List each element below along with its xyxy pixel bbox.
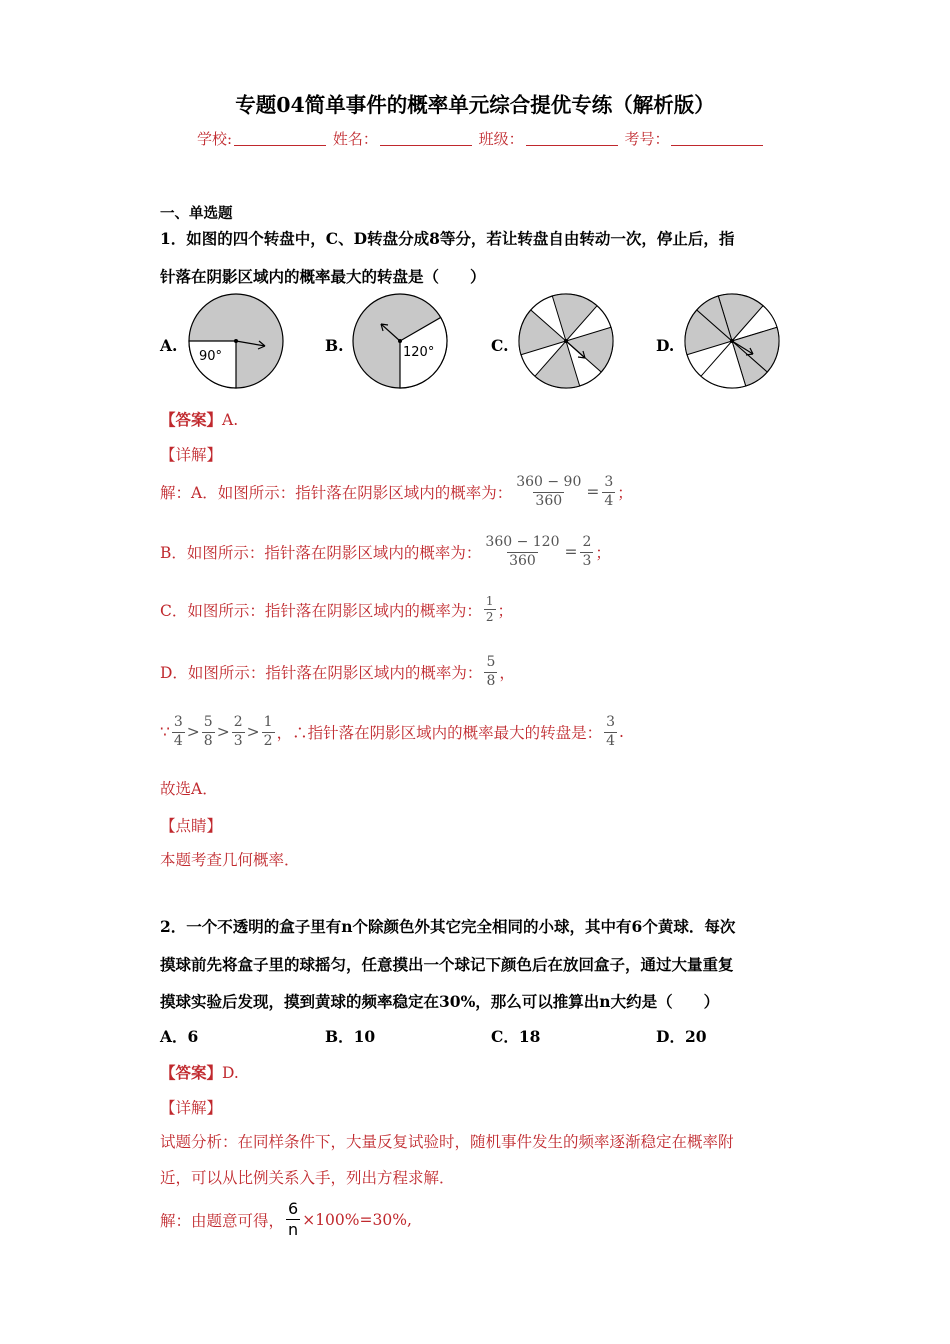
student-info-line — [197, 128, 765, 149]
q1-sol-a-text: 解：A．如图所示：指针落在阴影区域内的概率为： — [160, 484, 513, 502]
q1-sol-b-text: B．如图所示：指针落在阴影区域内的概率为： — [160, 544, 482, 562]
q2-sol-text: 解：由题意可得， — [160, 1211, 285, 1230]
q1-choose: 故选A． — [160, 780, 218, 798]
q1-sol-b-frac2: $\frac{2}{3}$ — [582, 534, 592, 569]
q2-detail-tag: 【详解】 — [160, 1099, 223, 1117]
q1-point-text: 本题考查几何概率． — [160, 851, 300, 869]
name-label: 姓名： — [332, 130, 378, 148]
exam-no-blank — [671, 131, 763, 146]
q2-solution — [160, 1199, 412, 1240]
school-blank — [234, 131, 326, 146]
q1-option-c-label: C. — [491, 336, 509, 355]
q1-wheel-a-angle: 90° — [199, 349, 223, 364]
q1-answer-value: A. — [222, 411, 239, 429]
q2-answer-line — [160, 1061, 239, 1083]
q2-answer-value: D. — [222, 1064, 239, 1082]
q1-wheel-b — [351, 292, 449, 390]
compare-frac-1: $\frac{3}{4}$ — [173, 714, 183, 749]
compare-frac-2: $\frac{5}{8}$ — [203, 714, 213, 749]
q1-answer-line — [160, 408, 238, 430]
page-title: 专题04简单事件的概率单元综合提优专练（解析版） — [235, 93, 715, 117]
q1-sol-b-frac1: $\frac{360 - 120}{360}$ — [485, 534, 560, 569]
q1-sol-c-text: C．如图所示：指针落在阴影区域内的概率为： — [160, 601, 482, 620]
school-label: 学校: — [197, 130, 233, 148]
compare-frac-5: $\frac{3}{4}$ — [606, 714, 615, 749]
q1-option-d-label: D. — [656, 336, 675, 355]
q1-solution-a: 解：A．如图所示：指针落在阴影区域内的概率为： $\frac{360 - 90}{360}$ = $\frac{3}{4}$ ； — [160, 474, 633, 509]
q1-solution-d: D．如图所示：指针落在阴影区域内的概率为： $\frac{5}{8}$ ， — [160, 654, 515, 689]
q1-sol-c-frac: $\frac{1}{2}$ — [485, 594, 494, 624]
q2-stem-line1: 2．一个不透明的盒子里有n个除颜色外其它完全相同的小球，其中有6个黄球．每次 — [160, 917, 736, 936]
therefore-text: ，∴指针落在阴影区域内的概率最大的转盘是： — [276, 724, 603, 742]
q2-analysis-line2: 近，可以从比例关系入手，列出方程求解． — [160, 1169, 455, 1187]
compare-frac-3: $\frac{2}{3}$ — [233, 714, 243, 749]
because-symbol: ∵ — [160, 723, 170, 741]
q1-wheel-a — [187, 292, 285, 390]
q2-option-c: C．18 — [491, 1027, 541, 1046]
q1-stem-line2: 针落在阴影区域内的概率最大的转盘是（ ） — [160, 267, 486, 286]
q1-sol-d-frac: $\frac{5}{8}$ — [486, 654, 496, 689]
q2-sol-frac: $\frac{6}{n}$ — [288, 1199, 299, 1239]
q1-wheel-d — [683, 292, 781, 390]
q2-analysis-line1: 试题分析：在同样条件下，大量反复试验时，随机事件发生的频率逐渐稳定在概率附 — [160, 1133, 734, 1151]
q2-option-d: D．20 — [656, 1027, 707, 1046]
q2-answer-tag: 【答案】 — [160, 1063, 223, 1082]
q1-sol-a-frac1: $\frac{360 - 90}{360}$ — [516, 474, 582, 509]
q1-solution-b: B．如图所示：指针落在阴影区域内的概率为： $\frac{360 - 120}{360}$ = $\frac{2}{3}$ ； — [160, 534, 611, 569]
q1-wheel-c — [517, 292, 615, 390]
exam-no-label: 考号： — [624, 130, 670, 148]
q2-option-a: A．6 — [160, 1027, 199, 1046]
q2-stem-line2: 摸球前先将盒子里的球摇匀，任意摸出一个球记下颜色后在放回盒子，通过大量重复 — [160, 955, 734, 974]
q1-wheel-b-angle: 120° — [403, 345, 435, 360]
q1-sol-d-text: D．如图所示：指针落在阴影区域内的概率为： — [160, 664, 483, 682]
q1-comparison: ∵ $\frac{3}{4}$ > $\frac{5}{8}$ > $\frac{2}{3}$ > $\frac{1}{2}$ ，∴指针落在阴影区域内的概率最大的转盘是： $\frac{3}{4}$ . — [160, 714, 624, 749]
section-heading: 一、单选题 — [160, 205, 233, 222]
q2-option-b: B．10 — [325, 1027, 376, 1046]
q1-point-tag: 【点睛】 — [160, 817, 223, 835]
q1-sol-a-frac2: $\frac{3}{4}$ — [604, 474, 614, 509]
q1-option-a-label: A. — [160, 336, 178, 355]
compare-frac-4: $\frac{1}{2}$ — [263, 714, 273, 749]
q1-solution-c: C．如图所示：指针落在阴影区域内的概率为： $\frac{1}{2}$ ； — [160, 594, 514, 624]
name-blank — [380, 131, 472, 146]
q1-answer-tag: 【答案】 — [160, 410, 223, 429]
q2-stem-line3: 摸球实验后发现，摸到黄球的频率稳定在30%，那么可以推算出n大约是（ ） — [160, 992, 720, 1011]
q2-sol-suffix: ×100%=30%, — [302, 1210, 412, 1229]
class-label: 班级： — [478, 130, 524, 148]
q1-stem-line1: 1．如图的四个转盘中，C、D转盘分成8等分，若让转盘自由转动一次，停止后，指 — [160, 229, 735, 248]
q1-detail-tag: 【详解】 — [160, 446, 223, 464]
q1-option-b-label: B. — [325, 336, 344, 355]
class-blank — [526, 131, 618, 146]
